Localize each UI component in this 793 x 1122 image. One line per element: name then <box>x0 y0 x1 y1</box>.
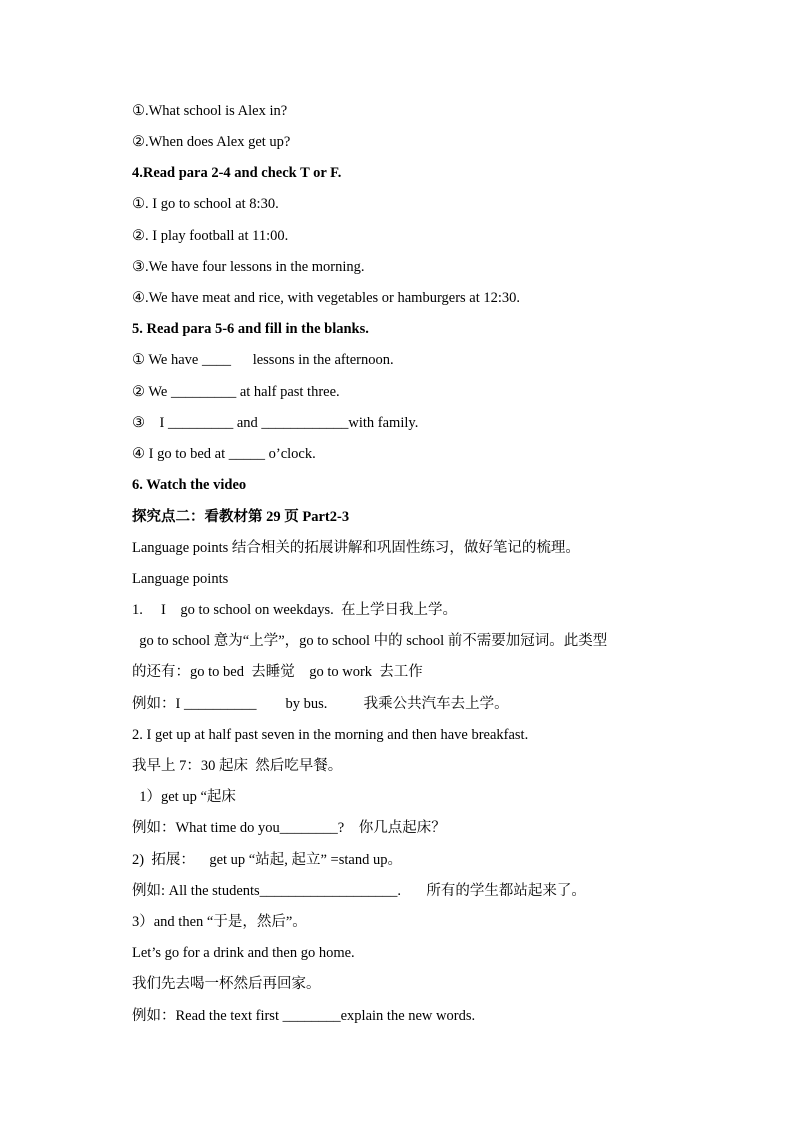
section-heading-5: 5. Read para 5-6 and fill in the blanks. <box>132 321 369 337</box>
language-point-2-sub-3: 3）and then “于是，然后”。 <box>132 914 307 930</box>
reading-question-2: ②.When does Alex get up? <box>132 134 291 150</box>
language-point-2-translation: 我早上 7：30 起床 然后吃早餐。 <box>132 758 343 774</box>
language-point-1: 1. I go to school on weekdays. 在上学日我上学。 <box>132 602 458 618</box>
language-point-2-example-3: 例如：Read the text first ________explain the new words. <box>132 1008 476 1024</box>
language-point-2-sub-2: 2) 拓展： get up “站起, 起立” =stand up。 <box>132 852 402 868</box>
fill-blank-item-2: ② We _________ at half past three. <box>132 384 340 400</box>
language-points-intro: Language points 结合相关的拓展讲解和巩固性练习，做好笔记的梳理。 <box>132 540 580 556</box>
language-point-1-example: 例如：I __________ by bus. 我乘公共汽车去上学。 <box>132 696 509 712</box>
language-point-2-example-2: 例如: All the students___________________. 所有的学生都站起来了。 <box>132 883 586 899</box>
true-false-item-3: ③.We have four lessons in the morning. <box>132 259 365 275</box>
explore-point-2-heading: 探究点二：看教材第 29 页 Part2-3 <box>132 509 350 525</box>
fill-blank-item-3: ③ I _________ and ____________with family. <box>132 415 419 431</box>
language-point-2: 2. I get up at half past seven in the morning and then have breakfast. <box>132 727 529 743</box>
language-point-2-sentence: Let’s go for a drink and then go home. <box>132 945 355 961</box>
language-point-2-example-1: 例如：What time do you________? 你几点起床？ <box>132 820 446 836</box>
language-point-2-sub-1: 1）get up “起床 <box>132 789 236 805</box>
fill-blank-item-4: ④ I go to bed at _____ o’clock. <box>132 446 316 462</box>
true-false-item-1: ①. I go to school at 8:30. <box>132 196 279 212</box>
true-false-item-2: ②. I play football at 11:00. <box>132 228 289 244</box>
language-point-1-note-cont: 的还有：go to bed 去睡觉 go to work 去工作 <box>132 664 423 680</box>
true-false-item-4: ④.We have meat and rice, with vegetables or hamburgers at 12:30. <box>132 290 521 306</box>
fill-blank-item-1: ① We have ____ lessons in the afternoon. <box>132 352 394 368</box>
language-point-1-note: go to school 意为“上学”，go to school 中的 school 前不需要加冠词。此类型 <box>132 633 608 649</box>
section-heading-4: 4.Read para 2-4 and check T or F. <box>132 165 342 181</box>
language-points-title: Language points <box>132 571 229 587</box>
section-heading-6: 6. Watch the video <box>132 477 247 493</box>
reading-question-1: ①.What school is Alex in? <box>132 103 288 119</box>
language-point-2-sentence-translation: 我们先去喝一杯然后再回家。 <box>132 976 321 992</box>
